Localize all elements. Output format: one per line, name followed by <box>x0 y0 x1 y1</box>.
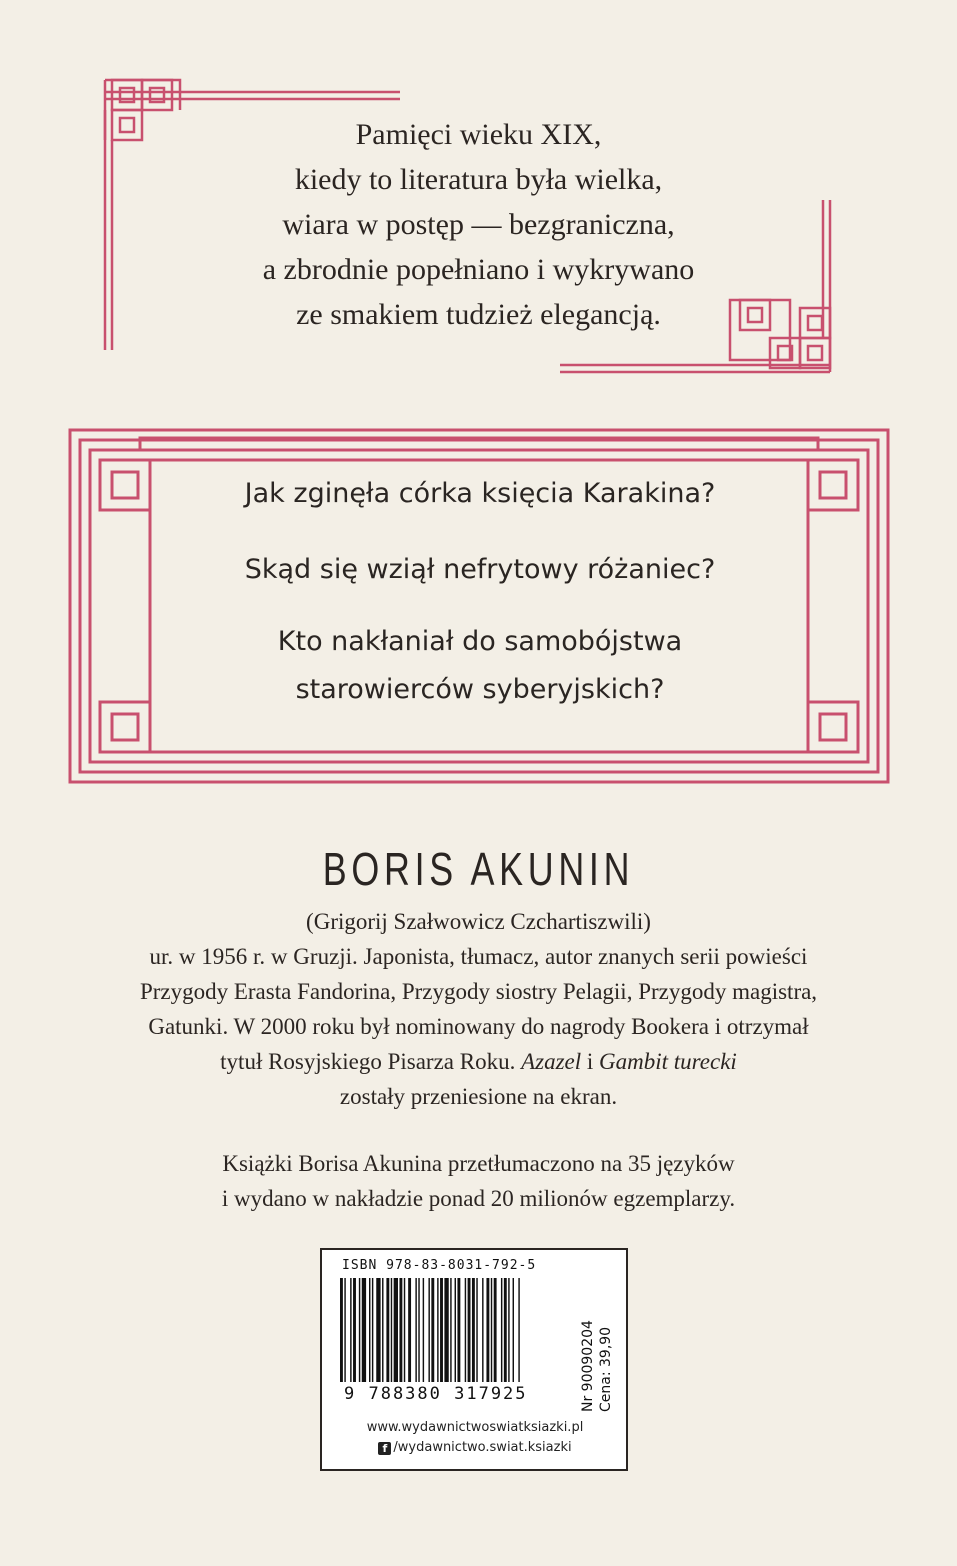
dedication-line: Pamięci wieku XIX, <box>355 118 602 151</box>
question-line: Jak zginęła córka księcia Karakina? <box>244 478 716 509</box>
barcode-icon <box>340 1278 576 1386</box>
barcode-bar <box>501 1278 502 1382</box>
ean-number: 9 788380 317925 <box>344 1384 528 1404</box>
barcode-bar <box>472 1278 475 1382</box>
author-bio <box>60 904 897 1114</box>
facebook-handle: /wydawnictwo.swiat.ksiazki <box>393 1440 572 1455</box>
price-label: Cena: 39,90 <box>598 1326 614 1412</box>
dedication-line: wiara w postęp — bezgraniczna, <box>282 208 675 241</box>
barcode-bar <box>513 1278 514 1382</box>
bio-line: zostały przeniesione na ekran. <box>339 1084 618 1109</box>
website-link[interactable]: www.wydawnictwoswiatksiazki.pl <box>366 1420 584 1435</box>
barcode-bar <box>486 1278 489 1382</box>
barcode-bar <box>404 1278 405 1382</box>
barcode-bar <box>359 1278 360 1382</box>
isbn-number: ISBN 978-83-8031-792-5 <box>342 1258 537 1273</box>
bio-line: Gatunki. W 2000 roku był nominowany do nagrody Bookera i otrzymał <box>148 1014 809 1039</box>
barcode-bar <box>504 1278 507 1382</box>
barcode-bar <box>455 1278 456 1382</box>
barcode-bar <box>450 1278 451 1382</box>
facebook-icon: f <box>378 1442 391 1455</box>
barcode-bar <box>372 1278 373 1382</box>
barcode-bar <box>457 1278 460 1382</box>
barcode-bar <box>418 1278 419 1382</box>
barcode-bar <box>415 1278 416 1382</box>
catalog-number: Nr 90090204 <box>580 1320 596 1412</box>
barcode-bar <box>440 1278 443 1382</box>
price-block <box>578 1260 620 1420</box>
barcode-bar <box>408 1278 411 1382</box>
dedication-line: kiedy to literatura była wielka, <box>294 163 663 196</box>
barcode-bar <box>344 1278 345 1382</box>
translations-line: i wydano w nakładzie ponad 20 milionów egzemplarzy. <box>221 1186 736 1211</box>
barcode-bar <box>394 1278 398 1382</box>
barcode-bar <box>468 1278 471 1382</box>
barcode-bar <box>350 1278 351 1382</box>
barcode-bar <box>508 1278 509 1382</box>
bio-line: ur. w 1956 r. w Gruzji. Japonista, tłumacz, autor znanych serii powieści <box>149 944 808 969</box>
barcode-bar <box>482 1278 483 1382</box>
barcode-bar <box>437 1278 438 1382</box>
barcode-bar <box>386 1278 389 1382</box>
question-line: starowierców syberyjskich? <box>295 674 665 705</box>
facebook-link[interactable] <box>322 1438 628 1458</box>
barcode-bar <box>494 1278 497 1382</box>
barcode-bar <box>391 1278 392 1382</box>
barcode-bar <box>353 1278 356 1382</box>
book-title: Gambit turecki <box>599 1049 737 1074</box>
dedication-line: a zbrodnie popełniano i wykrywano <box>262 253 695 286</box>
barcode-bar <box>423 1278 424 1382</box>
barcode-bar <box>369 1278 370 1382</box>
publisher-links <box>322 1418 628 1458</box>
question-line: Skąd się wziął nefrytowy różaniec? <box>244 554 716 585</box>
barcode-bar <box>465 1278 466 1382</box>
barcode-bar <box>382 1278 383 1382</box>
bio-text: tytuł Rosyjskiego Pisarza Roku. <box>220 1049 522 1074</box>
author-name: BORIS AKUNIN <box>322 843 635 895</box>
barcode-bar <box>491 1278 492 1382</box>
barcode-bar <box>376 1278 380 1382</box>
question-line: Kto nakłaniał do samobójstwa <box>277 626 683 657</box>
dedication-line: ze smakiem tudzież elegancją. <box>296 298 661 331</box>
barcode-bar <box>428 1278 429 1382</box>
barcode-bar <box>444 1278 448 1382</box>
author-real-name: (Grigorij Szałwowicz Czchartiszwili) <box>306 909 651 934</box>
barcode-bar <box>518 1278 519 1382</box>
bio-text: i <box>581 1049 600 1074</box>
barcode-bar <box>362 1278 366 1382</box>
barcode-bar <box>431 1278 434 1382</box>
barcode-bar <box>399 1278 402 1382</box>
barcode-label <box>320 1248 628 1471</box>
barcode-bar <box>340 1278 343 1382</box>
translations-line: Książki Borisa Akunina przetłumaczono na 35 języków <box>222 1151 735 1176</box>
dedication-text <box>190 112 767 337</box>
bio-line: Przygody Erasta Fandorina, Przygody siostry Pelagii, Przygody magistra, <box>139 979 818 1004</box>
bio-line <box>60 1044 897 1079</box>
translations-text <box>60 1146 897 1216</box>
barcode-bar <box>476 1278 477 1382</box>
book-title: Azazel <box>521 1049 582 1074</box>
